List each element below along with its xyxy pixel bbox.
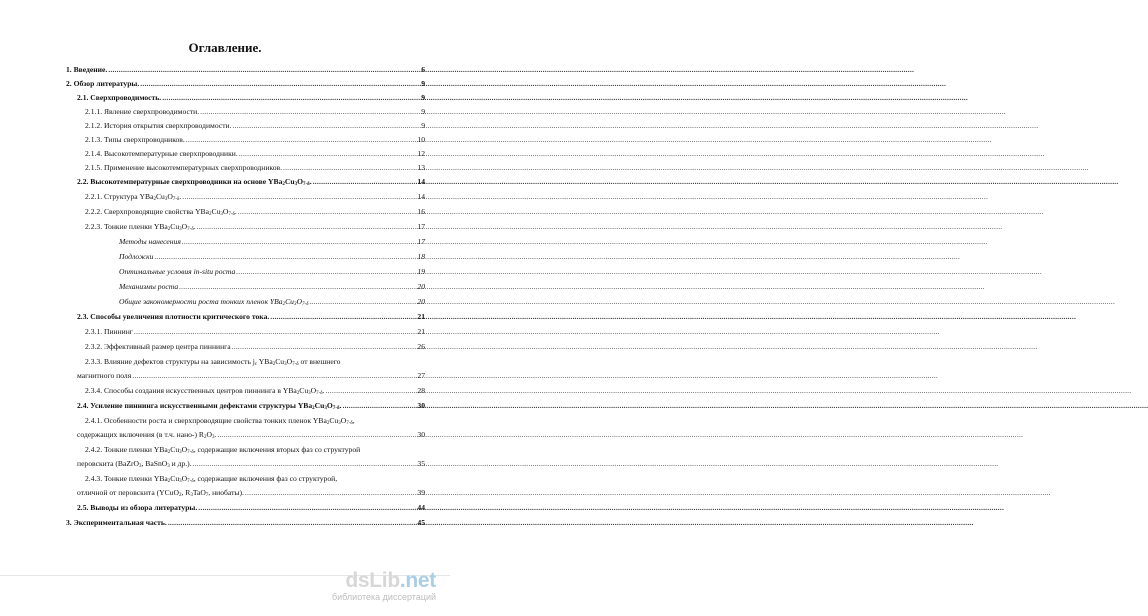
toc-entry-label: 2.3.1. Пиннинг [85, 327, 133, 336]
toc-entry[interactable] [77, 400, 425, 411]
toc-entry[interactable] [85, 134, 425, 145]
toc-entry[interactable] [85, 473, 425, 484]
dot-leader [313, 176, 417, 187]
dot-leader [283, 162, 416, 173]
toc-page-number: 9 [421, 107, 425, 116]
dot-leader [154, 251, 416, 262]
dot-leader [270, 311, 416, 322]
toc-entry-continuation: перовскита (BaZrO$_3$, BaSnO$_3$ и др.). ..... 35 [77, 458, 425, 469]
toc-entry-label: 2.1.3. Типы сверхпроводников. [85, 135, 185, 144]
toc-page-number: 17 [417, 222, 425, 231]
dot-leader [197, 221, 417, 232]
toc-entry-label: Оптимальные условия in-situ роста [119, 267, 236, 276]
dot-leader [182, 236, 417, 247]
toc-entry[interactable] [85, 191, 425, 202]
dot-leader [134, 326, 417, 337]
toc-entry-label: 2.1.1. Явление сверхпроводимости. [85, 107, 200, 116]
toc-entry[interactable] [85, 356, 425, 367]
toc-page-number: 21 [417, 327, 425, 336]
toc-page-number: 28 [417, 386, 425, 395]
toc-page-number: 20 [417, 297, 425, 306]
toc-entry[interactable] [85, 120, 425, 131]
dot-leader [186, 134, 417, 145]
toc-page-number: 45 [417, 518, 425, 527]
toc-entry-label: Механизмы роста [119, 282, 179, 291]
toc-entry-label: 2.4. Усиление пиннинга искусственными дефектами структуры $YBa_2Cu_3O_{7-\delta}$. [77, 401, 342, 411]
toc-entry-label: 2.2.3. Тонкие пленки $YBa_2Cu_3O_{7-\delta}$. [85, 222, 196, 232]
toc-entry-label: 3. Экспериментальная часть. [66, 518, 167, 527]
table-of-contents [0, 56, 450, 556]
toc-entry-label: 2.2. Высокотемпературные сверхпроводники на основе $YBa_2Cu_3O_{7-\delta}$. [77, 177, 312, 187]
toc-entry[interactable] [77, 176, 425, 187]
toc-page-number: 26 [417, 342, 425, 351]
toc-entry[interactable] [85, 162, 425, 173]
dot-leader [193, 458, 417, 469]
toc-entry[interactable] [85, 106, 425, 117]
toc-entry-label: 2.1.4. Высокотемпературные сверхпроводники. [85, 149, 238, 158]
page-title: Оглавление. [188, 40, 262, 55]
dot-leader [309, 296, 416, 307]
toc-entry-label: Общие закономерности роста тонких пленок $YBa_2Cu_3O_{7-\delta}$ [119, 297, 309, 307]
dot-leader [162, 92, 420, 103]
toc-entry[interactable] [85, 385, 425, 396]
toc-page-number: 21 [417, 312, 425, 321]
toc-entry[interactable] [85, 206, 425, 217]
dot-leader [200, 106, 420, 117]
toc-entry[interactable] [85, 221, 425, 232]
toc-entry[interactable] [85, 415, 425, 426]
toc-page-number: 16 [417, 207, 425, 216]
toc-page-number: 9 [421, 121, 425, 130]
toc-entry-label: 2.5. Выводы из обзора литературы. [77, 503, 198, 512]
toc-page-number: 12 [417, 149, 425, 158]
dot-leader [198, 502, 416, 513]
watermark-logo [326, 570, 436, 604]
toc-entry-continuation: содержащих включения (в т.ч. нано-) $R_2O_3$. ..... 30 [77, 429, 425, 440]
toc-page-number: 6 [421, 65, 425, 74]
toc-entry[interactable] [85, 341, 425, 352]
dot-leader [233, 120, 421, 131]
toc-entry-label: 2.2.1. Структура $YBa_2Cu_3O_{7-\delta}$. [85, 192, 182, 202]
toc-page-number: 44 [417, 503, 425, 512]
toc-entry[interactable] [85, 148, 425, 159]
toc-entry[interactable] [66, 517, 425, 528]
dot-leader [132, 370, 416, 381]
toc-entry-label: 2.1.5. Применение высокотемпературных сверхпроводников. [85, 163, 282, 172]
dot-leader [217, 429, 416, 440]
toc-page-number: 20 [417, 282, 425, 291]
toc-entry-label: 1. Введение. [66, 65, 108, 74]
toc-page-number: 39 [417, 488, 425, 497]
dot-leader [239, 148, 417, 159]
toc-entry[interactable] [77, 92, 425, 103]
toc-page-number: 19 [417, 267, 425, 276]
toc-entry[interactable] [119, 266, 425, 277]
toc-entry-label: 2.3.3. Влияние дефектов структуры на зависимость $j_c$ $YBa_2Cu_3O_{7-\delta}$ от внешнего [85, 357, 341, 367]
toc-entry[interactable] [66, 78, 425, 89]
toc-entry[interactable] [119, 296, 425, 307]
toc-entry-continuation: отличной от перовскита (YCuO$_2$, $R_3TaO_7$, ниобаты). ..... 39 [77, 487, 425, 498]
toc-page-number: 10 [417, 135, 425, 144]
watermark-logo-text: dsLib.net [345, 569, 436, 592]
toc-page-number: 14 [417, 177, 425, 186]
dot-leader [245, 487, 416, 498]
toc-entry-label: 2.1. Сверхпроводимость. [77, 93, 162, 102]
dot-leader [232, 341, 417, 352]
dot-leader [182, 191, 416, 202]
dot-leader [140, 78, 420, 89]
toc-entry[interactable] [119, 251, 425, 262]
toc-entry-label: Методы нанесения [119, 237, 181, 246]
dot-leader [238, 206, 417, 217]
toc-page-number: 9 [421, 79, 425, 88]
toc-entry[interactable] [85, 326, 425, 337]
toc-entry[interactable] [66, 64, 425, 75]
toc-entry-label: 2.4.1. Особенности роста и сверхпроводящие свойства тонких пленок $YBa_2Cu_3O_{7-\delta}$, [85, 416, 355, 426]
toc-page-number: 30 [417, 430, 425, 439]
toc-entry-label: 2.3.4. Способы создания искусственных центров пиннинга в $YBa_2Cu_3O_{7-\delta}$. [85, 386, 325, 396]
toc-page-number: 13 [417, 163, 425, 172]
watermark-subtitle: библиотека диссертаций [331, 592, 436, 602]
dot-leader [342, 400, 416, 411]
dot-leader [326, 385, 417, 396]
toc-entry[interactable] [85, 444, 425, 455]
toc-entry-label: 2.1.2. История открытия сверхпроводимости. [85, 121, 232, 130]
toc-entry-label: 2.4.2. Тонкие пленки $YBa_2Cu_3O_{7-\delta}$, содержащие включения вторых фаз со структурой [85, 445, 361, 455]
dot-leader [236, 266, 416, 277]
toc-entry-label: 2.2.2. Сверхпроводящие свойства $YBa_2Cu_3O_{7-\delta}$. [85, 207, 237, 217]
toc-entry[interactable] [119, 236, 425, 247]
toc-entry-label: 2.4.3. Тонкие пленки $YBa_2Cu_3O_{7-\delta}$, содержащие включения фаз со структурой, [85, 474, 338, 484]
toc-page-number: 30 [417, 401, 425, 410]
toc-entry-label: 2. Обзор литературы. [66, 79, 140, 88]
toc-entry[interactable] [119, 281, 425, 292]
toc-entry[interactable] [77, 311, 425, 322]
toc-page-number: 9 [421, 93, 425, 102]
toc-page-number: 14 [417, 192, 425, 201]
dot-leader [179, 281, 416, 292]
toc-page-number: 17 [417, 237, 425, 246]
toc-entry-continuation: магнитного поля ..... 27 [77, 370, 425, 381]
toc-page-number: 18 [417, 252, 425, 261]
toc-entry-label: Подложки [119, 252, 154, 261]
toc-page-number: 35 [417, 459, 425, 468]
toc-entry[interactable] [77, 502, 425, 513]
toc-entry-label: 2.3. Способы увеличения плотности критического тока. [77, 312, 270, 321]
dot-leader [168, 517, 417, 528]
toc-page-number: 27 [417, 371, 425, 380]
dot-leader [108, 64, 420, 75]
toc-entry-label: 2.3.2. Эффективный размер центра пиннинга [85, 342, 231, 351]
